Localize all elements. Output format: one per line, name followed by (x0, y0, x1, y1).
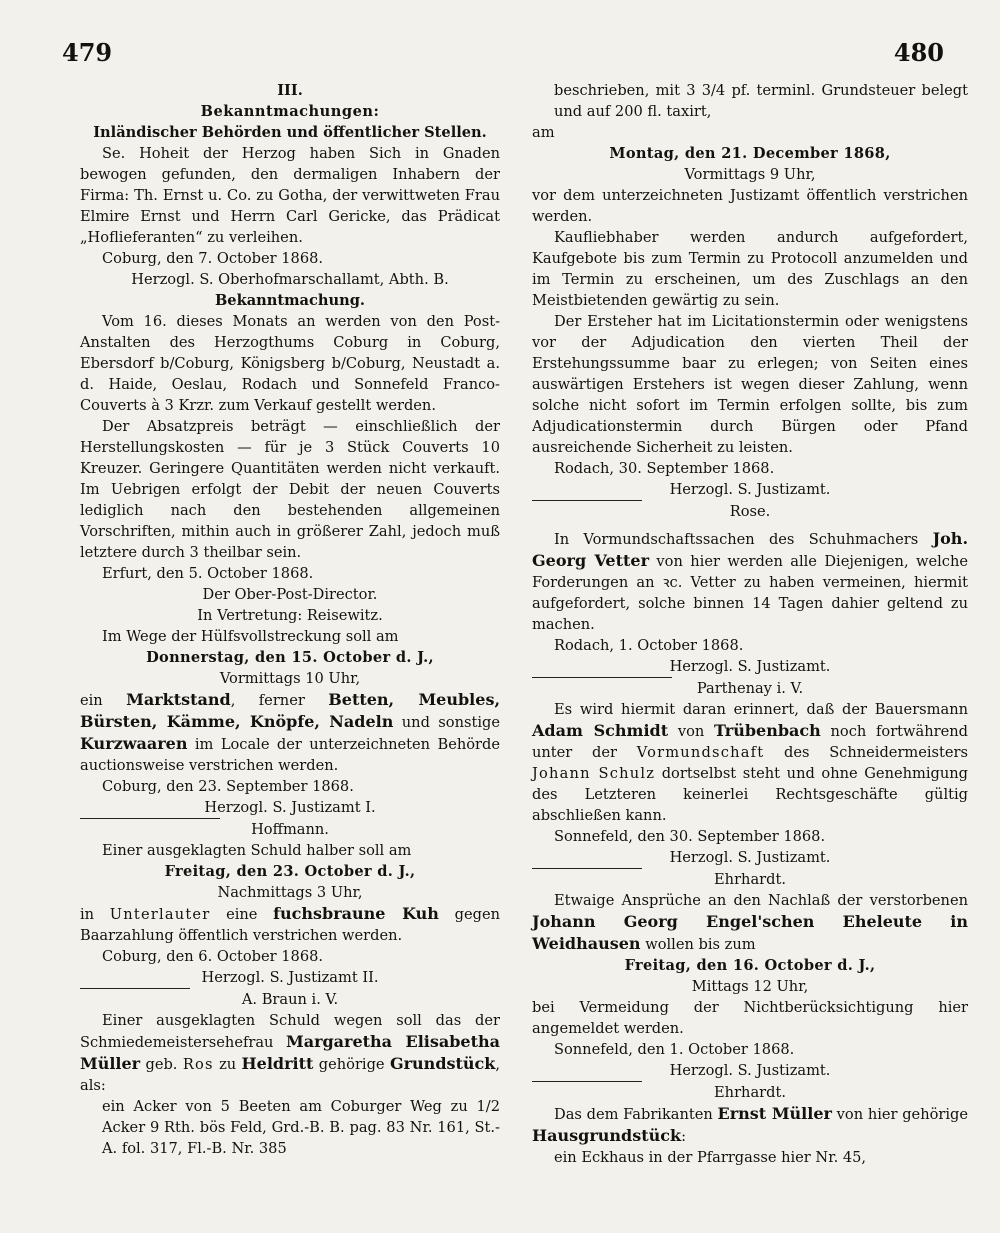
text-run: gehörige (318, 1056, 385, 1073)
text-run: ein (80, 692, 103, 709)
text-run: in (80, 906, 95, 923)
text-run: im Locale der unterzeichneten Behörde auctionsweise verstrichen werden. (80, 736, 501, 774)
bold-term: Ernst Müller (717, 1104, 832, 1123)
signatory-name: Ehrhardt. (714, 1084, 786, 1101)
bold-term: fuchsbraune Kuh (273, 904, 439, 923)
text-run: Das dem Fabrikanten (554, 1106, 713, 1123)
notice-text (80, 689, 500, 776)
section-title: Bekanntmachungen: (200, 103, 380, 120)
notice-signature: Herzogl. S. Justizamt II. (201, 969, 379, 986)
notice-intro: Einer ausgeklagten Schuld halber soll am (102, 842, 412, 859)
bold-term: Grundstück (389, 1054, 496, 1073)
notice-place-date: Rodach, 1. October 1868. (554, 637, 744, 654)
notice-place-date: Erfurt, den 5. October 1868. (102, 565, 314, 582)
notice-signature: Herzogl. S. Justizamt. (669, 481, 831, 498)
page-number-right: 480 (893, 38, 944, 67)
notice-date: Freitag, den 16. October d. J., (624, 957, 876, 974)
notice-signature: Herzogl. S. Oberhofmarschallamt, Abth. B. (131, 271, 449, 288)
notice-time: Vormittags 9 Uhr, (684, 166, 816, 183)
notice-title: Bekanntmachung. (214, 292, 366, 309)
notice-time: Vormittags 10 Uhr, (219, 670, 361, 687)
text-run: Einer ausgeklagten Schuld wegen soll das der Schmiedemeistersehefrau (80, 1012, 500, 1051)
notice-place-date: Sonnefeld, den 30. September 1868. (554, 828, 826, 845)
text-run: Es wird hiermit daran erinnert, daß der Bauersmann (554, 701, 968, 718)
notice-text: Vom 16. dieses Monats an werden von den Post-Anstalten des Herzogthums Coburg in Coburg, Ebersdorf b/Coburg, Königsberg b/Coburg, Neustadt a. d. Haide, Oeslau, Rodach und Sonnefeld Franco-Couverts à 3 Krzr. zum Verkauf gestellt werden. (80, 313, 500, 414)
notice-time: Mittags 12 Uhr, (691, 978, 809, 995)
notice-text: Se. Hoheit der Herzog haben Sich in Gnaden bewogen gefunden, den dermaligen Inhabern der Firma: Th. Ernst u. Co. zu Gotha, der verwittweten Frau Elmire Ernst und Herrn Carl Gericke, das Prädicat „Hoflieferanten“ zu verleihen. (80, 145, 500, 246)
text-run: noch fortwährend unter der (532, 723, 968, 761)
bold-term: Hausgrundstück (532, 1126, 682, 1145)
notice-text (532, 1103, 968, 1147)
bold-term: Marktstand (126, 690, 231, 709)
text-run: von hier werden alle Diejenigen, welche Forderungen an ꝛc. Vetter zu haben vermeinen, hiermit aufgefordert, solche binnen 14 Tagen dahier geltend zu machen. (532, 553, 969, 633)
signatory-name: Parthenay i. V. (696, 680, 804, 697)
signatory-name: Rose. (729, 503, 771, 520)
text-run: wollen bis zum (645, 936, 756, 953)
spaced-term: Vormundschaft (636, 744, 765, 761)
signatory-name: Ehrhardt. (714, 871, 786, 888)
notice-text: bei Vermeidung der Nichtberücksichtigung hier angemeldet werden. (532, 999, 968, 1037)
notice-text (80, 1010, 500, 1096)
notice-text: Der Absatzpreis beträgt — einschließlich der Herstellungskosten — für je 3 Stück Couverts 10 Kreuzer. Geringere Quantitäten werden nicht verkauft. Im Uebrigen erfolgt der Debit der neuen Couverts lediglich nach den bestehenden allgemeinen Vorschriften, mithin auch in größerer Zahl, jedoch muß letztere durch 3 theilbar sein. (80, 418, 500, 561)
notice-word: am (532, 124, 555, 141)
notice-date: Montag, den 21. December 1868, (609, 145, 891, 162)
notice-signature: In Vertretung: Reisewitz. (197, 607, 383, 624)
text-run: gegen Baarzahlung öffentlich verstrichen werden. (80, 906, 500, 944)
text-run: Etwaige Ansprüche an den Nachlaß der verstorbenen (554, 892, 968, 909)
notice-text: Kaufliebhaber werden andurch aufgefordert, Kaufgebote bis zum Termin zu Protocoll anzumelden und im Termin zu erscheinen, um des Zuschlags an den Meistbietenden gewärtig zu sein. (532, 229, 968, 309)
bold-term: Kurzwaaren (80, 734, 188, 753)
right-column (532, 80, 968, 1168)
text-run: eine (226, 906, 258, 923)
bold-term: Joh. Georg Vetter (532, 529, 969, 570)
text-run: zu (219, 1056, 237, 1073)
notice-text (532, 699, 968, 826)
bold-term: Betten, Meubles, Bürsten, Kämme, Knöpfe, Nadeln (80, 690, 501, 731)
section-subtitle: Inländischer Behörden und öffentlicher Stellen. (93, 124, 487, 141)
signatory-name: Hoffmann. (251, 821, 329, 838)
notice-place-date: Coburg, den 23. September 1868. (102, 778, 354, 795)
text-run: , ferner (230, 692, 305, 709)
notice-text (532, 528, 968, 635)
spaced-term: Ros (182, 1056, 214, 1073)
notice-signature: Herzogl. S. Justizamt I. (204, 799, 376, 816)
text-run: geb. (145, 1056, 178, 1073)
signatory-name: A. Braun i. V. (241, 991, 339, 1008)
text-run: von hier gehörige (836, 1106, 968, 1123)
notice-intro: Im Wege der Hülfsvollstreckung soll am (102, 628, 399, 645)
left-column (80, 80, 500, 1159)
bold-term: Margaretha Elisabetha Müller (80, 1032, 500, 1073)
notice-text: vor dem unterzeichneten Justizamt öffentlich verstrichen werden. (532, 187, 968, 225)
bold-term: Johann Georg Engel'schen Eheleute in Weidhausen (532, 912, 968, 953)
notice-place-date: Sonnefeld, den 1. October 1868. (554, 1041, 795, 1058)
notice-text: Der Ersteher hat im Licitationstermin oder wenigstens vor der Adjudication den vierten Theil der Erstehungssumme baar zu erlegen; von Seiten eines auswärtigen Erstehers ist wegen dieser Zahlung, wenn solche nicht sofort im Termin erfolgen sollte, bis zum Adjudicationstermin durch Bürgen oder Pfand ausreichende Sicherheit zu leisten. (532, 313, 968, 456)
text-run: des Schneidermeisters (784, 744, 969, 761)
text-run: dortselbst steht und ohne Genehmigung des Letzteren keinerlei Rechtsgeschäfte gültig abschließen kann. (532, 765, 968, 824)
bold-term: Trübenbach (714, 721, 821, 740)
notice-text (80, 903, 500, 946)
text-run: : (681, 1128, 686, 1145)
text-run: und sonstige (401, 714, 500, 731)
text-run: von (677, 723, 705, 740)
page-number-left: 479 (62, 38, 113, 67)
spaced-term: Johann Schulz (532, 765, 656, 782)
notice-place-date: Coburg, den 6. October 1868. (102, 948, 324, 965)
property-item: ein Acker von 5 Beeten am Coburger Weg zu 1/2 Acker 9 Rth. bös Feld, Grd.-B. B. pag. 83 Nr. 161, St.-A. fol. 317, Fl.-B. Nr. 385 (102, 1098, 500, 1157)
notice-continuation: beschrieben, mit 3 3/4 pf. terminl. Grundsteuer belegt und auf 200 fl. taxirt, (554, 82, 968, 120)
notice-signature: Herzogl. S. Justizamt. (669, 1062, 831, 1079)
notice-date: Donnerstag, den 15. October d. J., (146, 649, 434, 666)
notice-signature: Herzogl. S. Justizamt. (669, 849, 831, 866)
notice-place-date: Rodach, 30. September 1868. (554, 460, 775, 477)
notice-signature: Der Ober-Post-Director. (202, 586, 378, 603)
notice-signature: Herzogl. S. Justizamt. (669, 658, 831, 675)
notice-place-date: Coburg, den 7. October 1868. (102, 250, 324, 267)
spaced-term: Unterlauter (109, 906, 211, 923)
bold-term: Heldritt (241, 1054, 314, 1073)
section-number: III. (277, 82, 303, 99)
notice-date: Freitag, den 23. October d. J., (164, 863, 416, 880)
notice-text (532, 890, 968, 955)
notice-time: Nachmittags 3 Uhr, (217, 884, 363, 901)
text-run: In Vormundschaftssachen des Schuhmachers (554, 531, 919, 548)
bold-term: Adam Schmidt (532, 721, 669, 740)
property-item: ein Eckhaus in der Pfarrgasse hier Nr. 45, (554, 1149, 867, 1166)
text-run: , als: (80, 1056, 500, 1094)
